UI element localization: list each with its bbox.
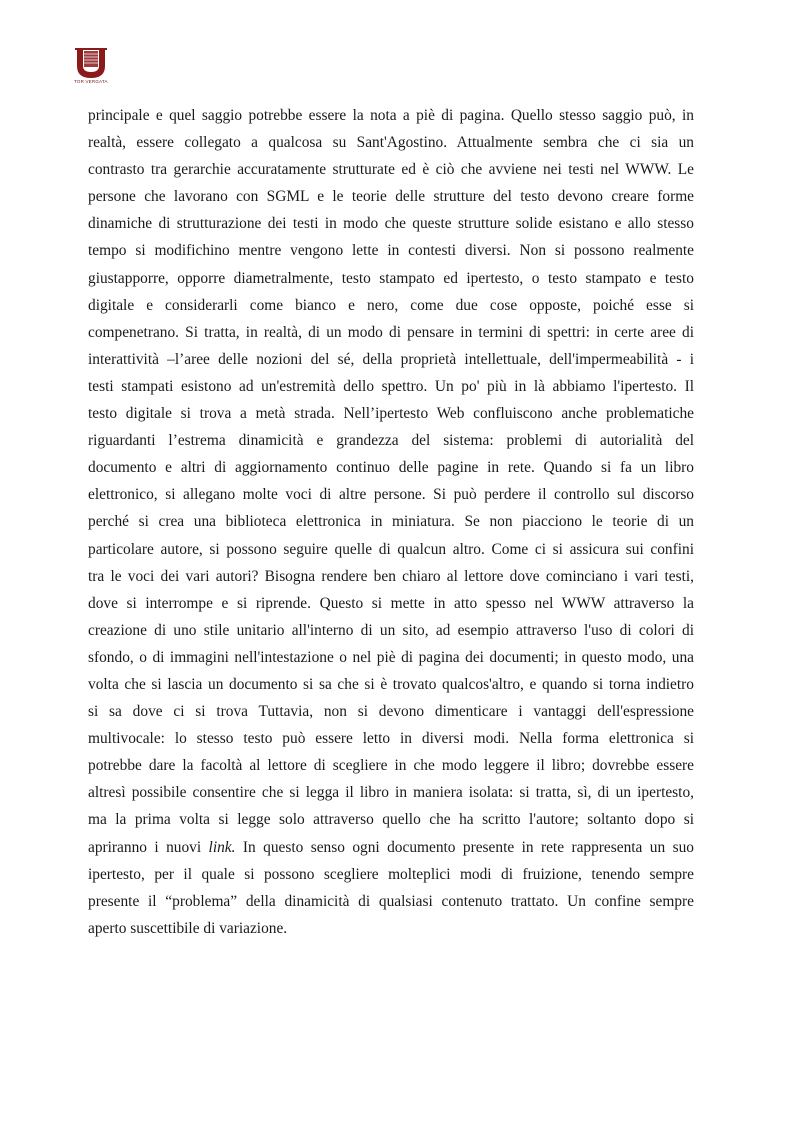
text-line: volta che si lascia un documento si sa che si è trovato qualcos'altro, e quando si torna indietro [88,675,694,693]
text-line: dinamiche di strutturazione dei testi in modo che queste strutture solide esistano e allo stesso [88,215,694,233]
text-line: multivocale: lo stesso testo può essere letto in diversi modi. Nella forma elettronica si [88,730,694,748]
text-line: compenetrano. Si tratta, in realtà, di un modo di pensare in termini di spettri: in certe aree di [88,323,694,341]
text-line: perché si crea una biblioteca elettronica in miniatura. Se non piacciono le teorie di un [88,513,694,531]
text-line: testo digitale si trova a metà strada. Nell’ipertesto Web confluiscono anche problematiche [88,405,694,423]
text-line: elettronico, si allegano molte voci di altre persone. Si può perdere il controllo sul discorso [88,486,694,504]
text-line: potrebbe dare la facoltà al lettore di scegliere in che modo leggere il libro; dovrebbe essere [88,757,694,775]
text-line: particolare autore, si possono seguire quelle di qualcun altro. Come ci si assicura sui confini [88,540,694,558]
text-line: interattività –l’aree delle nozioni del sé, della proprietà intellettuale, dell'impermeabilità - i [88,350,694,368]
text-line: principale e quel saggio potrebbe essere la nota a piè di pagina. Quello stesso saggio può, in [88,107,694,124]
italic-term-link: link. [208,838,236,856]
university-logo [74,48,110,88]
text-line: testi stampati esistono ad un'estremità dello spettro. Un po' più in là abbiamo l'ipertesto. Il [88,377,694,395]
text-line: digitale e considerarli come bianco e nero, come due cose opposte, poiché esse si [88,296,694,314]
text-line: ipertesto, per il quale si possono scegliere molteplici modi di fruizione, tenendo sempre [88,865,694,883]
text-line: giustapporre, opporre diametralmente, testo stampato ed ipertesto, o testo stampato e testo [88,269,694,287]
text-line: creazione di uno stile unitario all'interno di un sito, ad esempio attraverso l'uso di colori di [88,621,694,639]
text-line: presente il “problema” della dinamicità di qualsiasi contenuto trattato. Un confine sempre [88,892,694,910]
text-line: documento e altri di aggiornamento continuo delle pagine in rete. Quando si fa un libro [88,459,694,477]
text-line: persone che lavorano con SGML e le teorie delle strutture del testo devono creare forme [88,188,694,206]
text-line: sfondo, o di immagini nell'intestazione o nel piè di pagina dei documenti; in questo modo, una [88,648,694,666]
text-line: riguardanti l’estrema dinamicità e grandezza del sistema: problemi di autorialità del [88,432,694,450]
text-line-with-italic [88,834,694,861]
body-text [88,102,694,942]
text-line: si sa dove ci si trova Tuttavia, non si devono dimenticare i vantaggi dell'espressione [88,703,694,721]
text-line-last: aperto suscettibile di variazione. [88,919,288,937]
text-line: ma la prima volta si legge solo attraverso quello che ha scritto l'autore; soltanto dopo si [88,811,694,829]
logo-caption: TOR VERGATA [74,79,108,84]
text-run: In questo senso ogni documento presente in rete rappresenta un suo [235,838,694,856]
text-run: apriranno i nuovi [88,838,209,856]
university-crest-icon [74,48,108,80]
text-line: tra le voci dei vari autori? Bisogna rendere ben chiaro al lettore dove cominciano i vari testi, [88,567,694,585]
text-line: tempo si modifichino mentre vengono lette in contesti diversi. Non si possono realmente [88,242,694,260]
text-line: realtà, essere collegato a qualcosa su Sant'Agostino. Attualmente sembra che ci sia un [88,134,694,152]
text-line: contrasto tra gerarchie accuratamente strutturate ed è ciò che avviene nei testi nel WWW. Le [88,161,694,179]
text-line: altresì possibile consentire che si legga il libro in maniera isolata: si tratta, sì, di un ipertesto, [88,784,694,802]
text-line: dove si interrompe e si riprende. Questo si mette in atto spesso nel WWW attraverso la [88,594,694,612]
